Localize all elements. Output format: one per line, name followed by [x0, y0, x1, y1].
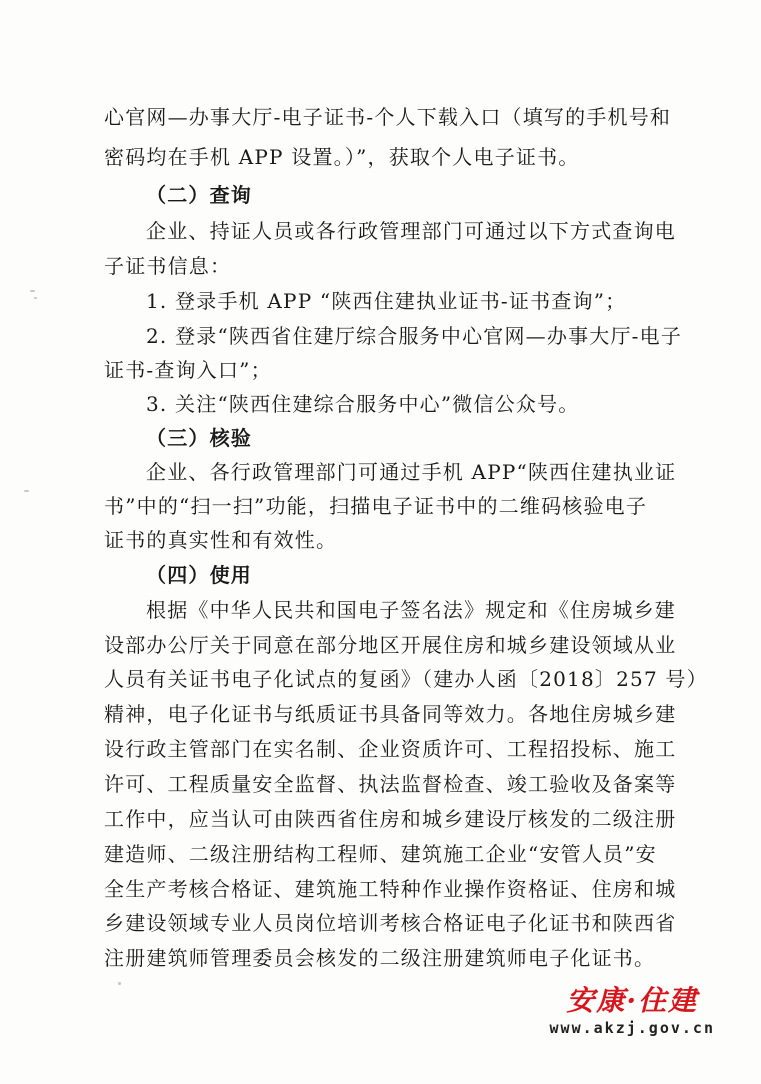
body-line: 设行政主管部门在实名制、企业资质许可、工程招投标、施工: [104, 737, 677, 761]
body-line: 注册建筑师管理委员会核发的二级注册建筑师电子化证书。: [104, 946, 656, 970]
body-line: 子证书信息：: [104, 254, 232, 278]
section-heading-use: （四）使用: [146, 563, 252, 587]
list-item-continuation: 证书-查询入口”；: [104, 358, 272, 382]
body-line: 证书的真实性和有效性。: [104, 528, 338, 552]
body-line: 企业、持证人员或各行政管理部门可通过以下方式查询电: [146, 219, 676, 243]
scan-speck: [24, 490, 29, 492]
scan-speck: [34, 297, 37, 299]
body-line: 精神，电子化证书与纸质证书具备同等效力。各地住房城乡建: [104, 702, 677, 726]
body-line: 设部办公厅关于同意在部分地区开展住房和城乡建设领域从业: [104, 633, 677, 657]
section-heading-verify: （三）核验: [146, 426, 252, 450]
body-line: 心官网—办事大厅-电子证书-个人下载入口（填写的手机号和: [104, 105, 672, 129]
site-watermark: [550, 984, 715, 1038]
body-line: 工作中，应当认可由陕西省住房和城乡建设厅核发的二级注册: [104, 807, 677, 831]
body-line: 乡建设领域专业人员岗位培训考核合格证电子化证书和陕西省: [104, 911, 677, 935]
body-line: 建造师、二级注册结构工程师、建筑施工企业“安管人员”安: [104, 842, 657, 866]
list-item: 3. 关注“陕西住建综合服务中心”微信公众号。: [146, 392, 580, 416]
watermark-brand: 安康·住建: [566, 984, 699, 1017]
list-item: 1. 登录手机 APP “陕西住建执业证书-证书查询”；: [146, 289, 627, 313]
scan-speck: [30, 290, 35, 292]
section-heading-query: （二）查询: [146, 183, 252, 207]
body-line: 全生产考核合格证、建筑施工特种作业操作资格证、住房和城: [104, 877, 677, 901]
body-line: 人员有关证书电子化试点的复函》（建办人函〔2018〕257 号）: [104, 667, 708, 691]
list-item: 2. 登录“陕西省住建厅综合服务中心官网—办事大厅-电子: [146, 324, 683, 348]
body-line: 书”中的“扫一扫”功能，扫描电子证书中的二维码核验电子: [104, 494, 648, 518]
body-line: 许可、工程质量安全监督、执法监督检查、竣工验收及备案等: [104, 772, 677, 796]
watermark-url: www.akzj.gov.cn: [549, 1019, 715, 1037]
body-line: 密码均在手机 APP 设置。）”，获取个人电子证书。: [104, 145, 580, 169]
body-line: 根据《中华人民共和国电子签名法》规定和《住房城乡建: [146, 598, 676, 622]
body-line: 企业、各行政管理部门可通过手机 APP“陕西住建执业证: [146, 460, 677, 484]
scan-speck: [118, 982, 121, 985]
